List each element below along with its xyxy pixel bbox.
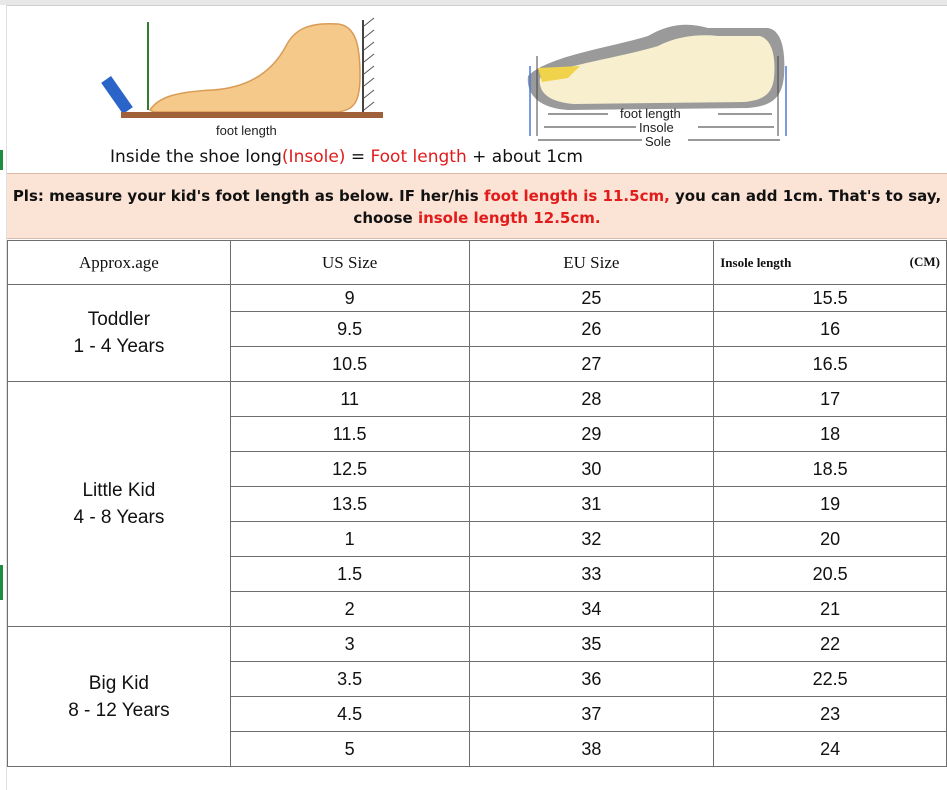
insole-cell: 16.5 <box>714 347 947 382</box>
caption-foot-length: Foot length <box>370 147 467 167</box>
insole-cell: 19 <box>714 487 947 522</box>
age-group-range: 8 - 12 Years <box>68 699 170 721</box>
insole-cell: 18.5 <box>714 452 947 487</box>
eu-size-cell: 26 <box>469 312 714 347</box>
caption-suffix: + about 1cm <box>466 147 583 167</box>
spreadsheet-row-gutter <box>0 5 7 790</box>
us-size-cell: 3.5 <box>230 662 469 697</box>
header-insole-length <box>714 241 947 285</box>
insole-cell: 20 <box>714 522 947 557</box>
eu-size-cell: 32 <box>469 522 714 557</box>
insole-cell: 21 <box>714 592 947 627</box>
insole-cell: 15.5 <box>714 285 947 312</box>
foot-shape <box>150 24 360 112</box>
floor-bar <box>121 112 383 118</box>
insole-cell: 16 <box>714 312 947 347</box>
right-foot-length-label: foot length <box>620 106 681 121</box>
age-group-range: 4 - 8 Years <box>73 507 165 528</box>
insole-label: Insole <box>639 120 674 135</box>
eu-size-cell: 34 <box>469 592 714 627</box>
header-approx-age: Approx.age <box>8 241 231 285</box>
notice-text-2: you can add 1cm. That's to say, choose <box>353 187 942 227</box>
eu-size-cell: 33 <box>469 557 714 592</box>
us-size-cell: 9.5 <box>230 312 469 347</box>
eu-size-cell: 25 <box>469 285 714 312</box>
notice-text-1: Pls: measure your kid's foot length as below. IF her/his <box>12 187 484 205</box>
eu-size-cell: 31 <box>469 487 714 522</box>
notice-highlight-1: foot length is 11.5cm, <box>483 187 670 205</box>
insole-cell: 18 <box>714 417 947 452</box>
us-size-cell: 2 <box>230 592 469 627</box>
left-foot-length-label: foot length <box>216 123 277 138</box>
us-size-cell: 10.5 <box>230 347 469 382</box>
us-size-cell: 4.5 <box>230 697 469 732</box>
eu-size-cell: 37 <box>469 697 714 732</box>
us-size-cell: 11.5 <box>230 417 469 452</box>
table-row <box>8 627 947 662</box>
eu-size-cell: 35 <box>469 627 714 662</box>
age-group-toddler <box>8 285 231 382</box>
table-row <box>8 285 947 312</box>
table-row <box>8 382 947 417</box>
row-marker <box>0 150 3 170</box>
insole-cell: 22.5 <box>714 662 947 697</box>
age-group-title: Little Kid <box>82 480 156 501</box>
insole-cell: 22 <box>714 627 947 662</box>
header-eu-size: EU Size <box>469 241 714 285</box>
header-us-size: US Size <box>230 241 469 285</box>
pencil-icon <box>101 76 133 114</box>
us-size-cell: 12.5 <box>230 452 469 487</box>
size-chart-table <box>7 240 947 767</box>
eu-size-cell: 29 <box>469 417 714 452</box>
age-group-title: Big Kid <box>88 672 149 694</box>
us-size-cell: 3 <box>230 627 469 662</box>
insole-formula-caption <box>110 147 810 167</box>
caption-equals: = <box>345 147 371 167</box>
caption-insole: (Insole) <box>281 147 346 167</box>
age-group-big-kid <box>8 627 231 767</box>
us-size-cell: 13.5 <box>230 487 469 522</box>
eu-size-cell: 28 <box>469 382 714 417</box>
eu-size-cell: 30 <box>469 452 714 487</box>
us-size-cell: 9 <box>230 285 469 312</box>
eu-size-cell: 38 <box>469 732 714 767</box>
age-group-little-kid <box>8 382 231 627</box>
sole-label: Sole <box>645 134 672 149</box>
eu-size-cell: 27 <box>469 347 714 382</box>
us-size-cell: 1 <box>230 522 469 557</box>
wall-hatch <box>364 18 374 110</box>
caption-prefix: Inside the shoe long <box>110 147 282 167</box>
row-marker <box>0 565 3 600</box>
age-group-title: Toddler <box>87 309 151 330</box>
us-size-cell: 5 <box>230 732 469 767</box>
age-group-range: 1 - 4 Years <box>73 336 165 357</box>
insole-cell: 24 <box>714 732 947 767</box>
us-size-cell: 1.5 <box>230 557 469 592</box>
insole-cell: 17 <box>714 382 947 417</box>
insole-cell: 23 <box>714 697 947 732</box>
table-header-row <box>8 241 947 285</box>
header-insole-label: Insole length <box>720 254 792 270</box>
header-cm-unit: (CM) <box>909 254 940 269</box>
measurement-notice <box>7 173 947 239</box>
eu-size-cell: 36 <box>469 662 714 697</box>
us-size-cell: 11 <box>230 382 469 417</box>
insole-cell: 20.5 <box>714 557 947 592</box>
notice-highlight-2: insole length 12.5cm. <box>417 209 601 227</box>
